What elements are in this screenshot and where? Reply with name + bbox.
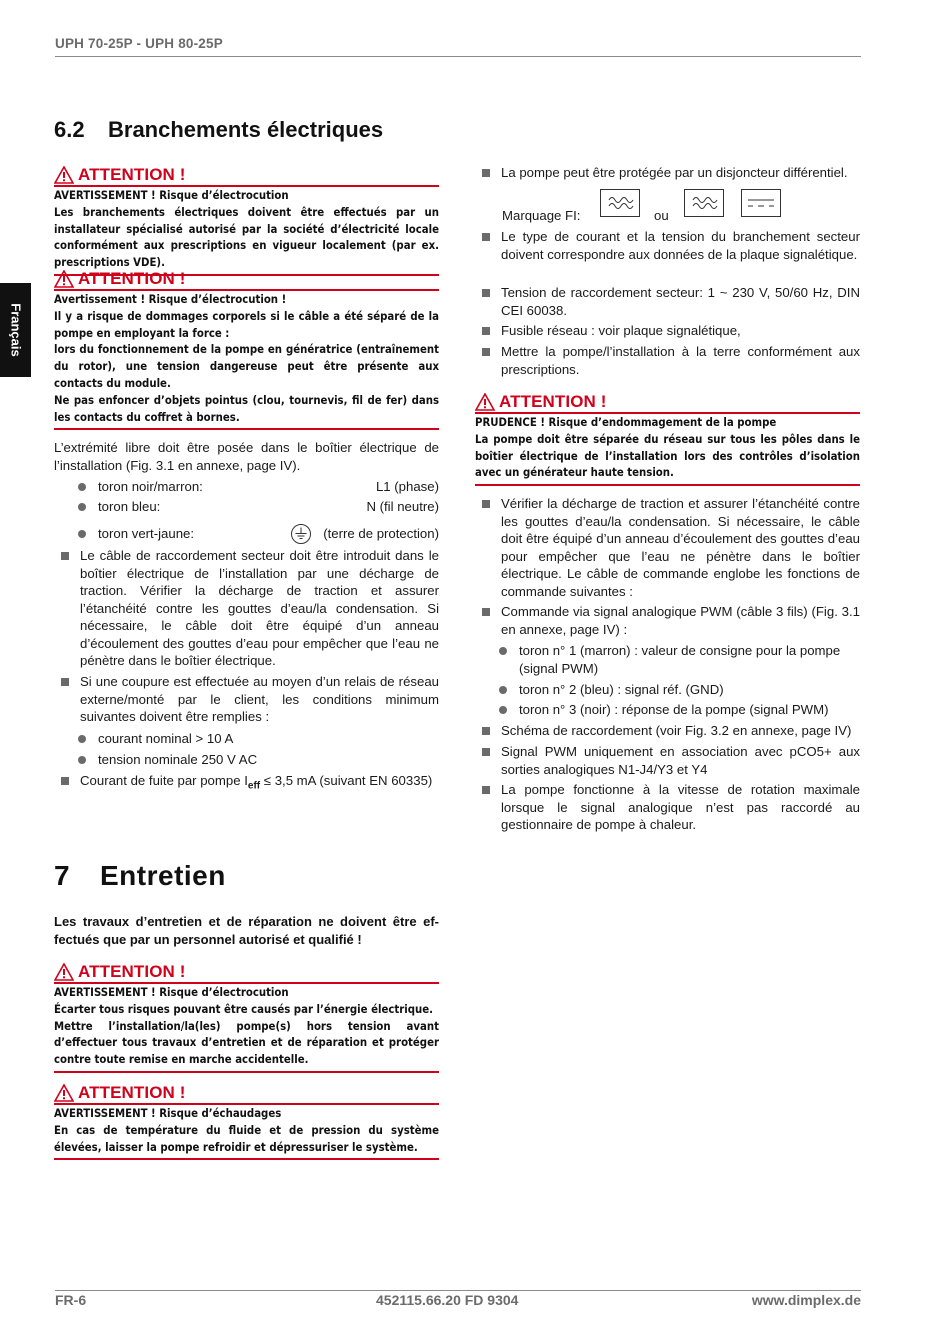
section-title: Entretien [100,860,226,891]
list-item [475,322,860,340]
warning-triangle-icon [54,270,74,288]
attention-line: AVERTISSEMENT ! Risque d’électrocution [54,189,289,202]
bullet-dot-icon [78,483,86,491]
wire-item [54,478,439,496]
attention-line: En cas de température du fluide et de pression du système élevées, laisser la pompe refroidir et dépressuriser le système. [54,1123,439,1154]
list-item [475,284,860,319]
section-heading-6-2 [54,117,383,143]
condition-item [54,751,439,769]
attention-line: Les branchements électriques doivent être effectués par un installateur spécialisé autorisé par la société d’électricité locale conformément aux prescriptions en vigueur localement (par ex. prescriptions VDE). [54,205,439,270]
list-item-text: Le câble de raccordement secteur doit être introduit dans le boîtier électrique de l’installation par une décharge de traction. Vérifier la décharge de traction et assurer l’étanchéité contre les gouttes d’eau/la condensation. Si nécessaire, le câble doit être équipé d’un anneau d’écoulement des gouttes d’eau pour empêcher que l’eau ne pénètre dans le boîtier électrique. [80,548,439,668]
list-item [475,164,860,182]
pwm-wire-item [475,681,860,699]
attention-box-electrocution-3 [54,962,439,1073]
bullet-dot-icon [499,686,507,694]
bullet-square-icon [61,777,69,785]
bullet-dot-icon [499,706,507,714]
list-item-text: Le type de courant et la tension du branchement secteur doivent correspondre aux données de la plaque signalétique. [501,229,860,262]
warning-triangle-icon [54,166,74,184]
ground-symbol-icon [290,523,312,545]
list-item-text: Si une coupure est effectuée au moyen d’un relais de réseau externe/monté par le client, les conditions minimum suivantes doivent être remplies : [80,674,439,724]
condition-text: tension nominale 250 V AC [98,752,258,767]
section-number: 6.2 [54,117,85,142]
attention-line: AVERTISSEMENT ! Risque d’échaudages [54,1107,282,1120]
list-item [54,547,439,670]
attention-line: AVERTISSEMENT ! Risque d’électrocution [54,986,289,999]
list-item-text: Commande via signal analogique PWM (câble 3 fils) (Fig. 3.1 en annexe, page IV) : [501,604,860,637]
bullet-square-icon [482,500,490,508]
attention-box-pump-damage [475,392,860,486]
language-tab-label: Français [8,303,23,357]
pwm-wire-item [475,701,860,719]
attention-box-electrocution-2 [54,269,439,430]
wire-label: toron bleu: [98,499,161,514]
bullet-square-icon [61,678,69,686]
wire-value: (terre de protection) [323,526,439,541]
warning-triangle-icon [54,963,74,981]
wire-label: toron vert-jaune: [98,526,195,541]
footer-rule [55,1290,861,1291]
attention-title: ATTENTION ! [499,392,607,411]
fi-symbol-dc-icon [741,189,781,217]
attention-box-scalding [54,1083,439,1160]
list-item [475,603,860,638]
pwm-wire-text: toron n° 1 (marron) : valeur de consigne pour la pompe (signal PWM) [519,643,841,676]
maintenance-intro: Les travaux d’entretien et de réparation ne doivent être ef-fectués que par un personnel autorisé et qualifié ! [54,914,439,947]
list-item [475,228,860,263]
pwm-wire-text: toron n° 2 (bleu) : signal réf. (GND) [519,682,724,697]
list-item-text: La pompe fonctionne à la vitesse de rotation maximale lorsque le signal analogique n’est pas raccordé au gestionnaire de pompe à chaleur. [501,782,860,832]
warning-triangle-icon [54,1084,74,1102]
list-item-text: Mettre la pompe/l’installation à la terre conformément aux prescriptions. [501,344,860,377]
free-end-text: L’extrémité libre doit être posée dans le boîtier électrique de l’installation (Fig. 3.1 en annexe, page IV). [54,440,439,473]
wire-value: L1 (phase) [375,479,439,494]
condition-text: courant nominal > 10 A [98,731,234,746]
attention-line: La pompe doit être séparée du réseau sur tous les pôles dans le boîtier électrique de l’installation lors des contrôles d’isolation avec un générateur haute tension. [475,432,860,480]
bullet-dot-icon [78,530,86,538]
header-title: UPH 70-25P - UPH 80-25P [55,36,223,51]
list-item [475,722,860,740]
bullet-square-icon [482,348,490,356]
section-number: 7 [54,860,71,891]
bullet-square-icon [482,233,490,241]
wire-item [54,498,439,516]
language-tab [0,283,31,377]
list-item-text: Schéma de raccordement (voir Fig. 3.2 en annexe, page IV) [501,723,852,738]
attention-line: lors du fonctionnement de la pompe en génératrice (entraînement du rotor), une tension dangereuse peut être présente aux contacts du module. [54,343,439,390]
fi-or-label: ou [654,208,669,223]
pwm-wire-text: toron n° 3 (noir) : réponse de la pompe (signal PWM) [519,702,829,717]
list-item-text: Fusible réseau : voir plaque signalétique, [501,323,741,338]
bullet-dot-icon [78,756,86,764]
attention-line: Il y a risque de dommages corporels si le câble a été séparé de la pompe en employant la force : [54,309,439,340]
bullet-dot-icon [78,735,86,743]
wire-value: N (fil neutre) [366,499,439,514]
fi-symbol-ac-icon [600,189,640,217]
list-item [475,343,860,378]
list-item-text: Signal PWM uniquement en association avec pCO5+ aux sorties analogiques N1-J4/Y3 et Y4 [501,744,860,777]
list-item [475,495,860,600]
header-rule [55,56,861,57]
bullet-square-icon [482,727,490,735]
wire-item [54,525,439,543]
attention-line: Mettre l’installation/la(les) pompe(s) hors tension avant d’effectuer tous travaux d’entretien et de réparation et protéger contre toute remise en marche accidentelle. [54,1019,439,1067]
fi-label: Marquage FI: [502,208,581,223]
warning-triangle-icon [475,393,495,411]
attention-line: PRUDENCE ! Risque d’endommagement de la pompe [475,416,777,429]
attention-box-electrocution-1 [54,165,439,276]
leak-current-subscript: eff [247,780,261,792]
fi-symbol-pulse-icon [684,189,724,217]
section-heading-7 [54,860,226,892]
bullet-dot-icon [78,503,86,511]
attention-title: ATTENTION ! [78,962,186,981]
attention-title: ATTENTION ! [78,269,186,288]
bullet-square-icon [482,786,490,794]
list-item [475,743,860,778]
list-item-text: La pompe peut être protégée par un disjoncteur différentiel. [501,165,848,180]
attention-title: ATTENTION ! [78,165,186,184]
list-item-text: Vérifier la décharge de traction et assurer l’étanchéité contre les gouttes d’eau/la condensation. Si nécessaire, le câble doit être équipé d’un anneau d’écoulement des gouttes d’eau pour empêcher que l’eau ne pénètre dans le boîtier électrique. Le câble de commande englobe les fonctions de commande suivantes : [501,496,860,599]
footer-page-number: FR-6 [55,1292,87,1308]
bullet-square-icon [482,748,490,756]
wire-label: toron noir/marron: [98,479,203,494]
bullet-square-icon [61,552,69,560]
leak-current-suffix: ≤ 3,5 mA (suivant EN 60335) [260,773,433,788]
bullet-square-icon [482,289,490,297]
attention-title: ATTENTION ! [78,1083,186,1102]
pwm-wire-item [475,642,860,677]
attention-line: Écarter tous risques pouvant être causés par l’énergie électrique. [54,1002,433,1016]
bullet-square-icon [482,327,490,335]
condition-item [54,730,439,748]
attention-line: Avertissement ! Risque d’électrocution ! [54,293,287,306]
list-item-text: Tension de raccordement secteur: 1 ~ 230 V, 50/60 Hz, DIN CEI 60038. [501,285,860,318]
leak-current-item [54,772,439,795]
leak-current-prefix: Courant de fuite par pompe I [80,773,248,788]
footer-doc-number: 452115.66.20 FD 9304 [376,1292,519,1308]
list-item [475,781,860,834]
footer-website: www.dimplex.de [751,1292,861,1308]
bullet-dot-icon [499,647,507,655]
section-title: Branchements électriques [108,117,384,142]
bullet-square-icon [482,169,490,177]
attention-line: Ne pas enfoncer d’objets pointus (clou, tournevis, fil de fer) dans les contacts du coffret à bornes. [54,393,439,424]
bullet-square-icon [482,608,490,616]
list-item [54,673,439,726]
